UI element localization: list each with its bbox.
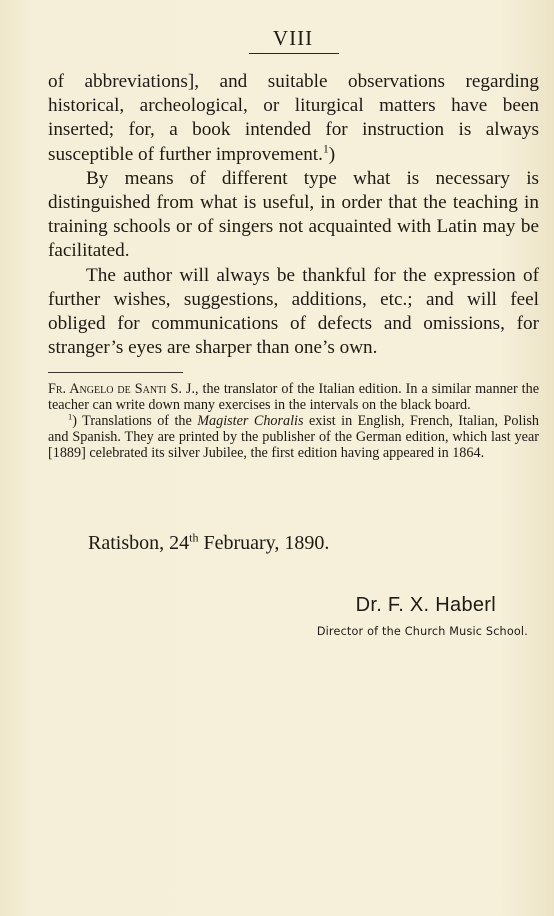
footnote-1-text-before: Translations of the — [76, 413, 198, 429]
dateline-date: February, 1890. — [198, 532, 330, 554]
header-rule — [249, 53, 339, 54]
translator-name: Fr. Angelo de Santi — [48, 381, 167, 397]
paragraph-3: The author will always be thankful for the expression of further wishes, suggestions, additions, etc.; and will feel obliged for communications of defects and omissions, for stranger’s eyes are sharper than one’s own. — [48, 264, 539, 359]
footnote-marker-1: 1 — [322, 143, 329, 156]
footnote-1-marker: 1 — [68, 411, 73, 422]
signature-name: Dr. F. X. Haberl — [355, 594, 496, 616]
footnotes — [48, 381, 539, 461]
dateline-place: Ratisbon, 24 — [88, 532, 190, 554]
dateline-suffix: th — [189, 530, 199, 545]
signature-block — [300, 594, 528, 638]
footnote-marker-paren: ) — [328, 143, 336, 165]
translator-note — [48, 381, 539, 413]
footnote-1-marker-paren: ) — [72, 413, 77, 429]
footnote-rule — [48, 372, 183, 373]
dateline — [88, 532, 329, 555]
main-text — [48, 70, 539, 360]
footnote-1 — [48, 413, 539, 461]
paragraph-1 — [48, 70, 539, 167]
footnote-1-text-after: exist in English, French, Italian, Polish and Spanish. They are printed by the publisher of the German edition, which last year [1889] celebrated its silver Jubilee, the first edition having appeared in 1864. — [48, 413, 539, 461]
paragraph-1-text: of abbreviations], and suitable observations regarding historical, archeological, or liturgical matters have been inserted; for, a book intended for instruction is always susceptible of further improvement. — [48, 71, 539, 165]
signature-title: Director of the Church Music School. — [316, 625, 528, 638]
translator-note-text: S. J., the translator of the Italian edition. In a similar manner the teacher can write down many exercises in the intervals on the black board. — [48, 381, 539, 413]
paragraph-2: By means of different type what is necessary is distinguished from what is useful, in order that the teaching in training schools or of singers not acquainted with Latin may be facilitated. — [48, 167, 539, 262]
book-title: Magister Choralis — [197, 413, 304, 429]
page-number: VIII — [272, 26, 314, 50]
